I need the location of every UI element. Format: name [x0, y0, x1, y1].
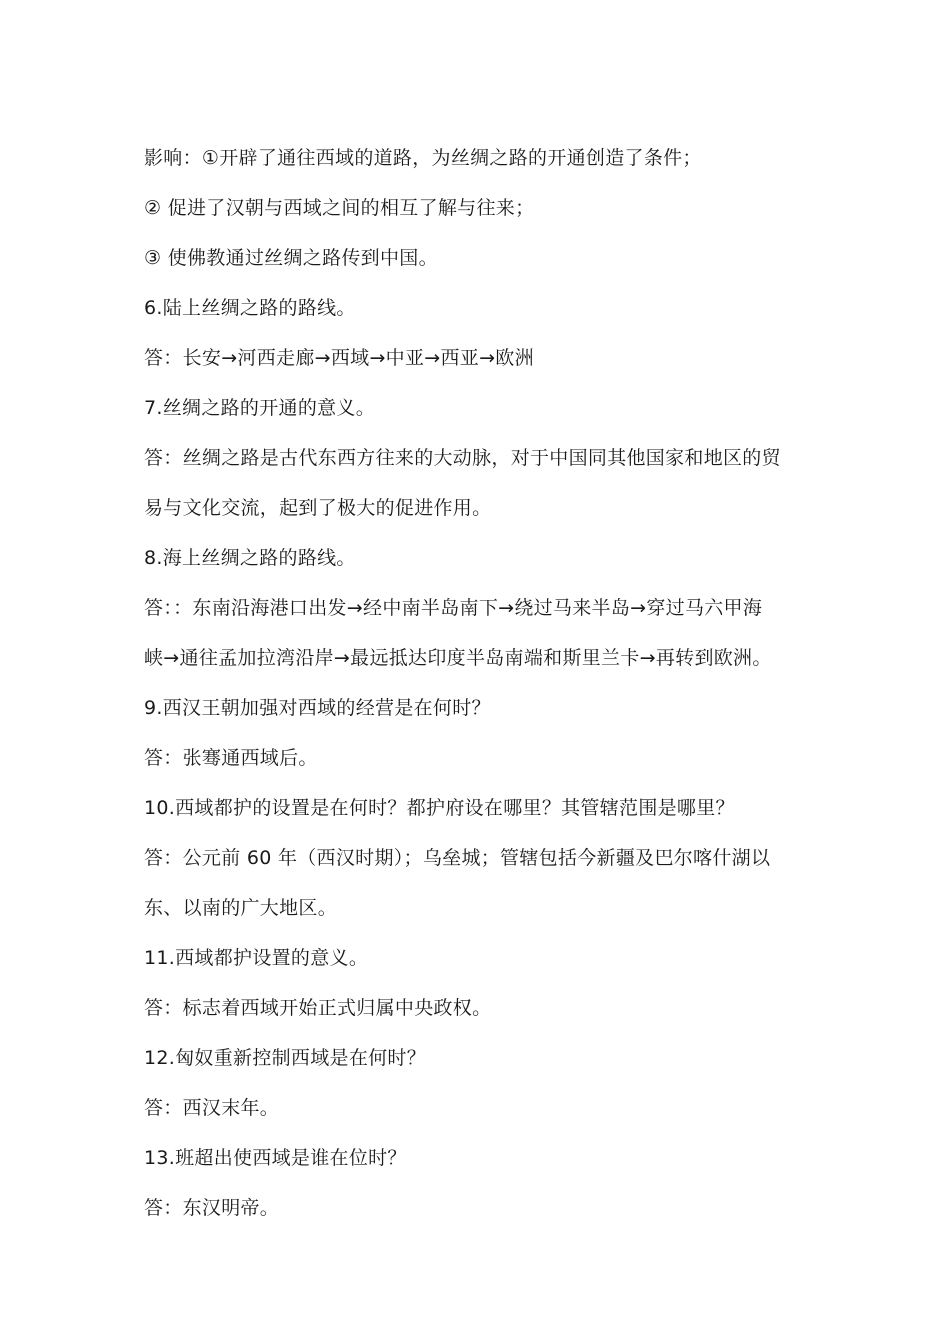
answer-line: 答：张骞通西域后。 — [144, 747, 318, 769]
answer-line: 答：西汉末年。 — [144, 1097, 280, 1119]
answer-line: 答：公元前 60 年（西汉时期）；乌垒城；管辖包括今新疆及巴尔喀什湖以 — [144, 847, 771, 869]
question-line: 10.西域都护的设置是在何时？都护府设在哪里？其管辖范围是哪里？ — [144, 797, 735, 819]
answer-line: 峡→通往孟加拉湾沿岸→最远抵达印度半岛南端和斯里兰卡→再转到欧洲。 — [144, 647, 772, 669]
answer-line: 东、以南的广大地区。 — [144, 897, 338, 919]
answer-line: 易与文化交流，起到了极大的促进作用。 — [144, 497, 492, 519]
answer-line: 答：标志着西域开始正式归属中央政权。 — [144, 997, 492, 1019]
question-line: 11.西域都护设置的意义。 — [144, 947, 369, 969]
text-line: ② 促进了汉朝与西域之间的相互了解与往来； — [144, 197, 535, 219]
document-body — [144, 133, 824, 1233]
question-line: 13.班超出使西域是谁在位时？ — [144, 1147, 407, 1169]
question-line: 6.陆上丝绸之路的路线。 — [144, 297, 356, 319]
question-line: 12.匈奴重新控制西域是在何时？ — [144, 1047, 427, 1069]
question-line: 9.西汉王朝加强对西域的经营是在何时？ — [144, 697, 491, 719]
answer-line: 答：长安→河西走廊→西域→中亚→西亚→欧洲 — [144, 347, 534, 369]
text-line: 影响：①开辟了通往西域的道路，为丝绸之路的开通创造了条件； — [144, 147, 702, 169]
question-line: 8.海上丝绸之路的路线。 — [144, 547, 356, 569]
answer-line: 答：东汉明帝。 — [144, 1197, 280, 1219]
text-line: ③ 使佛教通过丝绸之路传到中国。 — [144, 247, 438, 269]
answer-line: 答：丝绸之路是古代东西方往来的大动脉，对于中国同其他国家和地区的贸 — [144, 447, 781, 469]
question-line: 7.丝绸之路的开通的意义。 — [144, 397, 376, 419]
answer-line: 答：：东南沿海港口出发→经中南半岛南下→绕过马来半岛→穿过马六甲海 — [144, 597, 763, 619]
